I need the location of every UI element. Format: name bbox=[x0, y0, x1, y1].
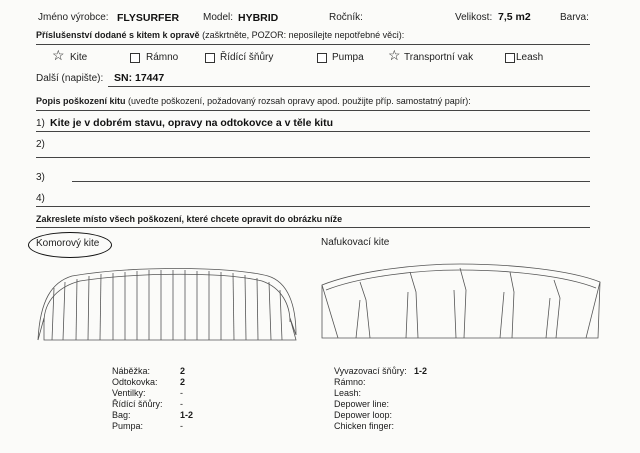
foil-part-label: Pumpa: bbox=[112, 421, 144, 431]
foil-part-value: 2 bbox=[180, 377, 186, 387]
foil-kite-label: Komorový kite bbox=[36, 238, 100, 249]
accessory-leash-label: Leash bbox=[516, 52, 544, 63]
damage-line-1-num: 1) bbox=[36, 118, 45, 129]
other-value: SN: 17447 bbox=[114, 72, 165, 84]
other-label: Další (napište): bbox=[36, 73, 104, 84]
manufacturer-label: Jméno výrobce: bbox=[38, 12, 109, 23]
inflatable-part-label: Vyvazovací šňůry: bbox=[334, 366, 407, 376]
inflatable-part-label: Rámno: bbox=[334, 377, 366, 387]
accessory-kite-label: Kite bbox=[70, 52, 88, 63]
model-value: HYBRID bbox=[238, 12, 279, 24]
foil-part-value: - bbox=[180, 388, 183, 398]
drawing-title: Zakreslete místo všech poškození, které chcete opravit do obrázku níže bbox=[36, 214, 343, 224]
accessories-title-bold: Příslušenství dodané s kitem k opravě bbox=[36, 30, 200, 40]
size-value: 7,5 m2 bbox=[498, 11, 531, 23]
foil-part-label: Ventilky: bbox=[112, 388, 146, 398]
damage-line-2-num: 2) bbox=[36, 139, 45, 150]
bag-checked-star-icon: ☆ bbox=[388, 47, 401, 63]
inflatable-kite-drawing bbox=[322, 264, 600, 338]
foil-part-label: Náběžka: bbox=[112, 366, 151, 376]
damage-line-1-text: Kite je v dobrém stavu, opravy na odtokovce a v těle kitu bbox=[50, 117, 334, 129]
inflatable-part-label: Leash: bbox=[334, 388, 362, 398]
accessory-bar-label: Rámno bbox=[146, 52, 179, 63]
damage-title-note: (uveďte poškození, požadovaný rozsah opravy apod. použijte příp. samostatný papír): bbox=[128, 96, 471, 106]
accessory-pump-label: Pumpa bbox=[332, 52, 364, 63]
inflatable-part-label: Depower loop: bbox=[334, 410, 393, 420]
damage-title-bold: Popis poškození kitu bbox=[36, 96, 126, 106]
color-label: Barva: bbox=[560, 12, 589, 23]
foil-part-label: Bag: bbox=[112, 410, 131, 420]
damage-line-4-num: 4) bbox=[36, 193, 45, 204]
damage-line-3-num: 3) bbox=[36, 172, 45, 183]
inflatable-kite-label: Nafukovací kite bbox=[321, 237, 390, 248]
kite-checked-star-icon: ☆ bbox=[52, 47, 65, 63]
accessory-bag-label: Transportní vak bbox=[404, 52, 474, 63]
inflatable-part-value: 1-2 bbox=[414, 366, 428, 376]
foil-part-label: Odtokovka: bbox=[112, 377, 158, 387]
size-label: Velikost: bbox=[455, 12, 493, 23]
accessory-lines-label: Řídící šňůry bbox=[220, 52, 274, 63]
inflatable-part-label: Chicken finger: bbox=[334, 421, 395, 431]
inflatable-part-label: Depower line: bbox=[334, 399, 390, 409]
foil-part-value: - bbox=[180, 399, 183, 409]
manufacturer-value: FLYSURFER bbox=[117, 12, 180, 24]
accessories-title-note: (zaškrtněte, POZOR: neposílejte nepotřebné věci): bbox=[202, 30, 405, 40]
foil-part-value: 2 bbox=[180, 366, 186, 376]
year-label: Ročník: bbox=[329, 12, 363, 23]
foil-part-value: 1-2 bbox=[180, 410, 194, 420]
foil-part-label: Řídící šňůry: bbox=[112, 399, 163, 409]
foil-part-value: - bbox=[180, 421, 183, 431]
model-label: Model: bbox=[203, 12, 234, 23]
